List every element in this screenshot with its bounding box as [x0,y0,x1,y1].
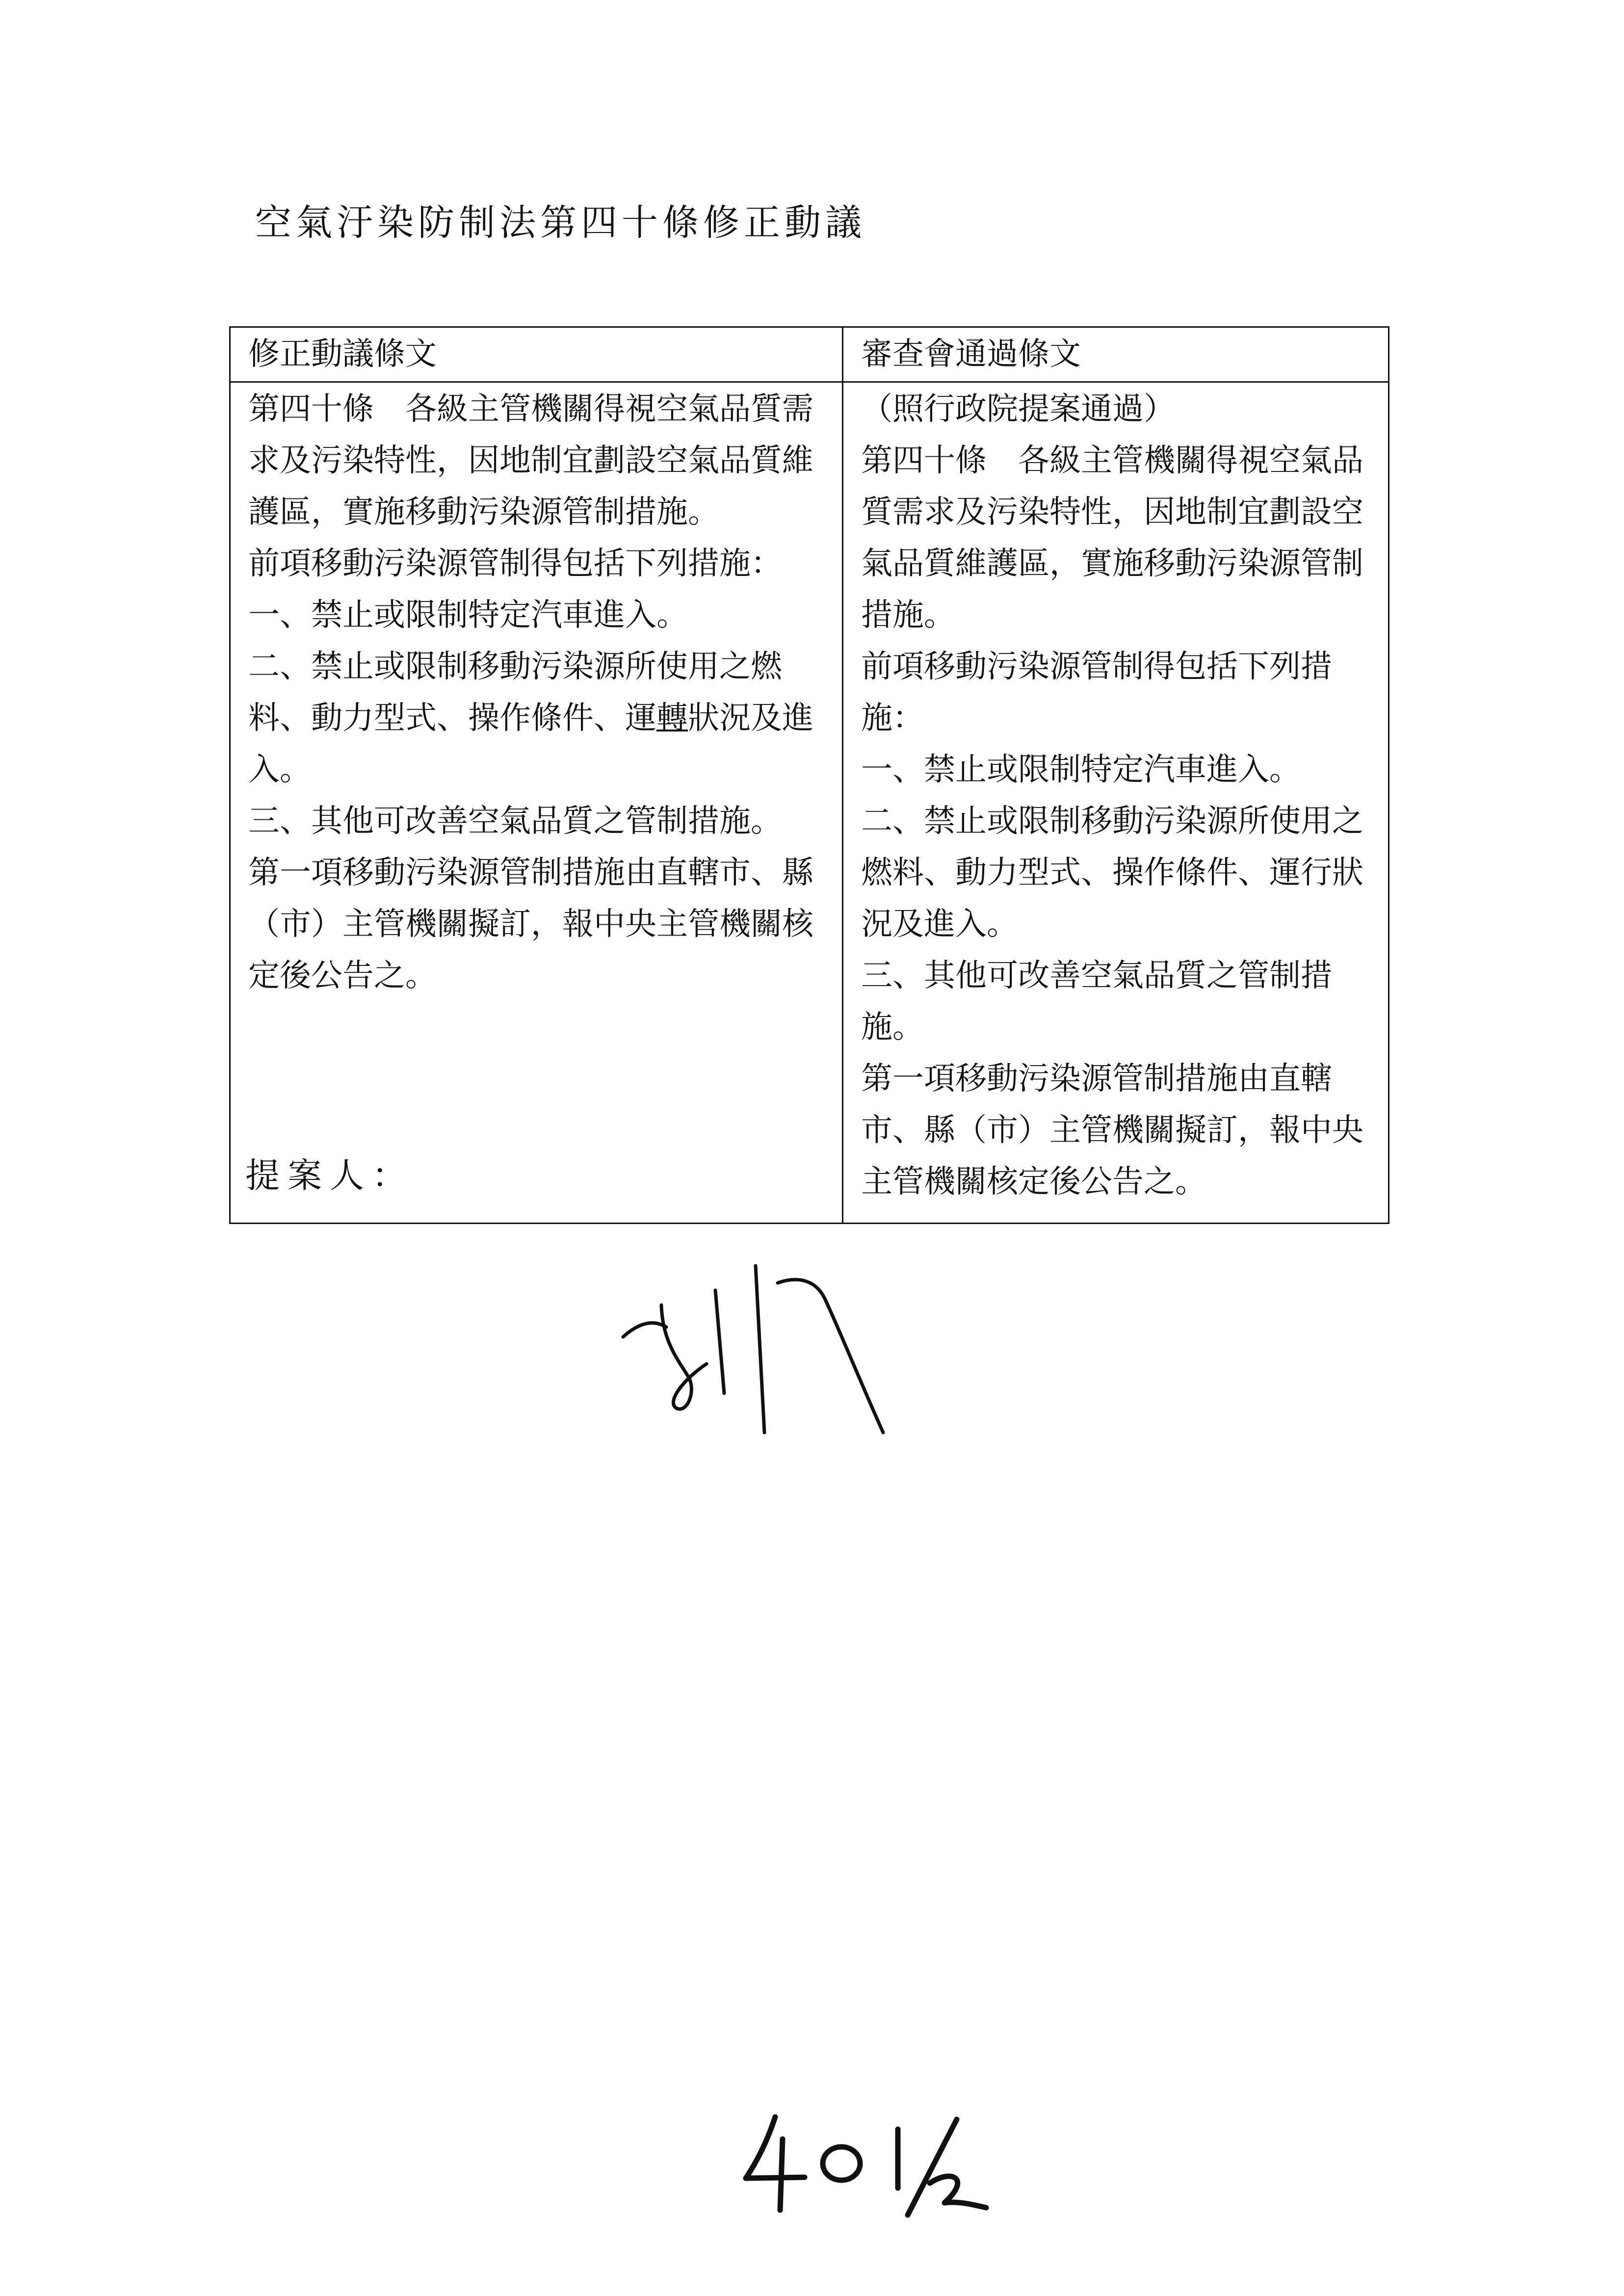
handwritten-signature [603,1236,908,1462]
left-article-paragraph: 第四十條 各級主管機關得視空氣品質需求及污染特性，因地制宜劃設空氣品質維護區，實施移動污染源管制措施。 [248,391,813,530]
right-article-paragraph: 第四十條 各級主管機關得視空氣品質需求及污染特性，因地制宜劃設空氣品質維護區，實施移動污染源管制措施。 [861,443,1363,633]
right-passed-note: （照行政院提案通過） [861,391,1175,427]
comparison-table [229,326,1389,1224]
handwritten-page-number [741,2110,996,2222]
left-measure-1: 一、禁止或限制特定汽車進入。 [248,597,688,633]
table-header-row [230,327,1389,382]
header-amendment-motion: 修正動議條文 [230,327,843,382]
underlined-amended-char: 轉 [656,700,688,736]
header-committee-passed: 審查會通過條文 [843,327,1389,382]
left-measure-2-text: 二、禁止或限制移動污染源所使用之燃料、動力型式、操作條件、運 [248,649,782,736]
left-measure-2-tail: 狀況及進入。 [248,700,813,788]
document-title: 空氣汙染防制法第四十條修正動議 [255,202,866,244]
left-measure-2 [248,641,830,796]
right-measure-1: 一、禁止或限制特定汽車進入。 [861,752,1301,788]
table-body-row [230,382,1389,1224]
left-authority-paragraph: 第一項移動污染源管制措施由直轄市、縣（市）主管機關擬訂，報中央主管機關核定後公告之。 [248,855,813,994]
right-measure-3: 三、其他可改善空氣品質之管制措施。 [861,958,1332,1045]
proposer-label: 提案人： [245,1155,414,1196]
right-measures-intro: 前項移動污染源管制得包括下列措施： [861,649,1332,736]
left-measures-intro: 前項移動污染源管制得包括下列措施： [248,546,782,582]
committee-text-cell [843,382,1389,1224]
left-measure-3: 三、其他可改善空氣品質之管制措施。 [248,803,782,839]
right-authority-paragraph: 第一項移動污染源管制措施由直轄市、縣（市）主管機關擬訂，報中央主管機關核定後公告之。 [861,1061,1363,1200]
amendment-text-cell [230,382,843,1224]
right-measure-2: 二、禁止或限制移動污染源所使用之燃料、動力型式、操作條件、運行狀況及進入。 [861,803,1363,942]
